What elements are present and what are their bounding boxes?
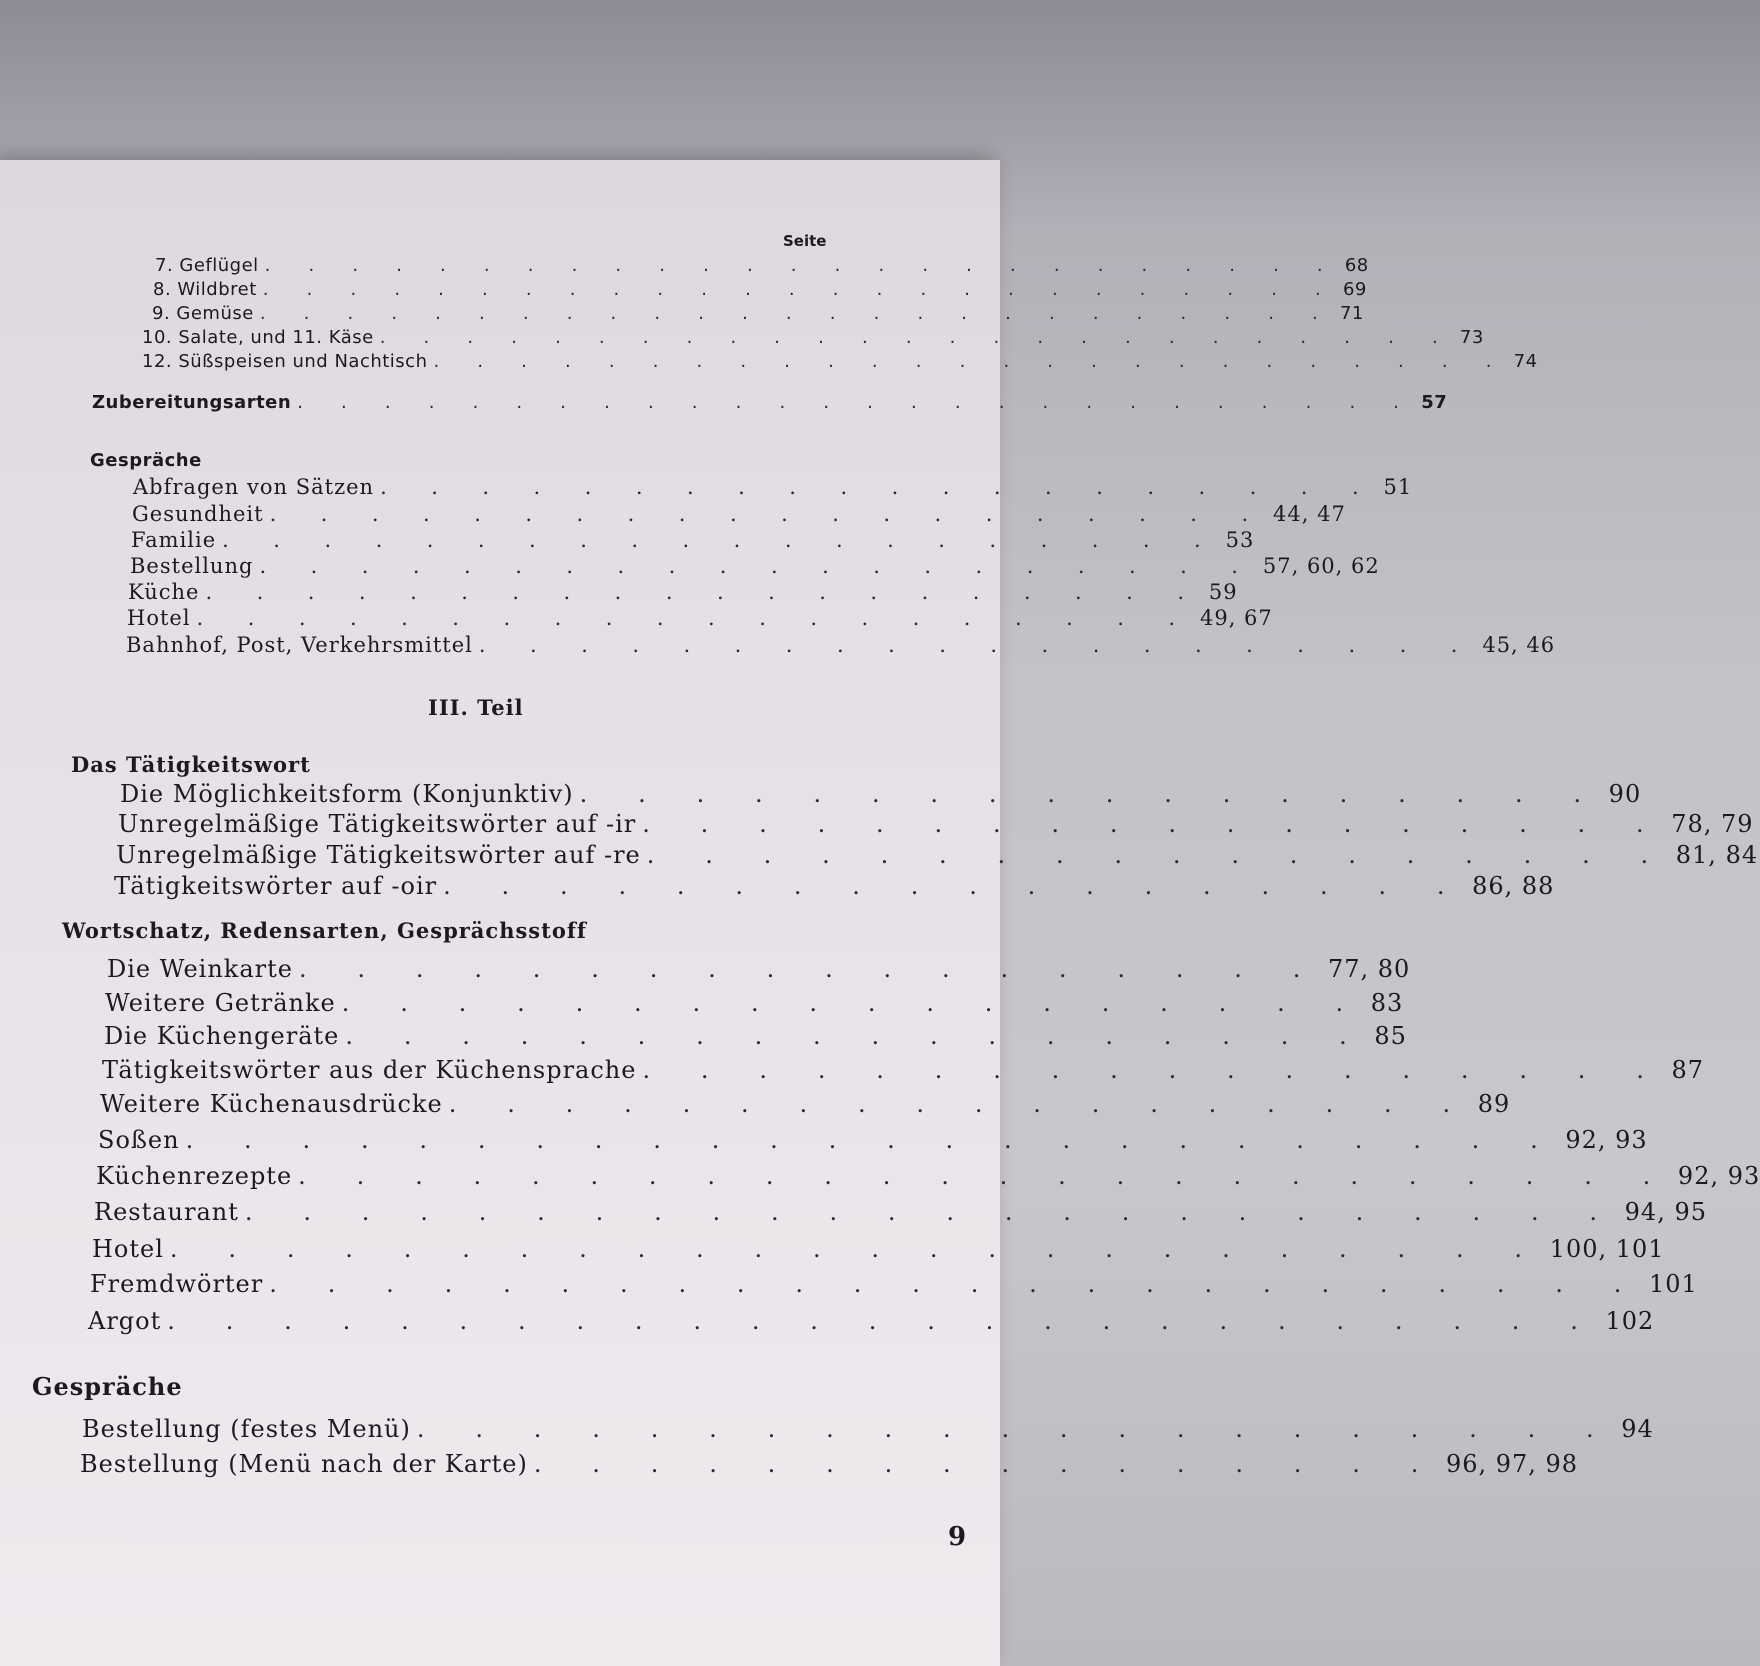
toc-entry-pages: 90 — [1608, 780, 1642, 808]
toc-entry-pages: 68 — [1344, 255, 1369, 276]
toc-entry — [98, 1126, 1648, 1154]
leader-dots: . . . . . . . . . . . . . . . . . . . . . . . . . — [262, 279, 1337, 300]
leader-dots: . . . . . . . . . . . . . . . . . . — [448, 1090, 1472, 1118]
toc-entry-pages: 59 — [1208, 580, 1238, 604]
toc-entry-pages: 101 — [1649, 1270, 1698, 1298]
leader-dots: . . . . . . . . . . . . . . . . — [533, 1450, 1440, 1478]
toc-entry-label: Tätigkeitswörter aus der Küchensprache — [102, 1056, 637, 1084]
toc-entry-label: Bestellung (Menü nach der Karte) — [80, 1450, 528, 1478]
leader-dots: . . . . . . . . . . . . . . . . . . — [579, 780, 1603, 808]
toc-entry-label: Küche — [128, 580, 200, 604]
leader-dots: . . . . . . . . . . . . . . . . . . . . . . . . . — [167, 1307, 1600, 1335]
leader-dots: . . . . . . . . . . . . . . . . . . — [443, 872, 1467, 900]
toc-entry — [155, 255, 1369, 276]
toc-entry — [107, 955, 1411, 983]
leader-dots: . . . . . . . . . . . . . . . . . . . . — [196, 606, 1194, 630]
toc-entry-label: Restaurant — [94, 1198, 239, 1226]
toc-entry — [130, 554, 1380, 578]
toc-entry-zubereitungsarten — [92, 392, 1448, 413]
toc-entry — [88, 1307, 1655, 1335]
toc-entry-pages: 94 — [1621, 1415, 1654, 1443]
section-heading-gespraeche: Gespräche — [32, 1372, 183, 1401]
toc-entry-pages: 96, 97, 98 — [1445, 1450, 1579, 1478]
toc-entry-label: 9. Gemüse — [152, 303, 254, 324]
toc-entry-label: Unregelmäßige Tätigkeitswörter auf -ir — [118, 810, 637, 838]
toc-entry — [116, 841, 1759, 869]
toc-entry-label: 10. Salate, und 11. Käse — [142, 327, 374, 348]
leader-dots: . . . . . . . . . . . . . . . . . . . . . . . . . . — [297, 392, 1416, 413]
leader-dots: . . . . . . . . . . . . . . . . . . . . — [269, 502, 1268, 526]
toc-entry-pages: 78, 79 — [1671, 810, 1754, 838]
leader-dots: . . . . . . . . . . . . . . . . . . . . — [222, 528, 1220, 552]
leader-dots: . . . . . . . . . . . . . . . . . . — [341, 989, 1365, 1017]
toc-entry-label: Soßen — [98, 1126, 180, 1154]
toc-entry-pages: 53 — [1225, 528, 1255, 552]
section-heading-wortschatz: Wortschatz, Redensarten, Gesprächsstoff — [62, 918, 587, 943]
toc-entry-label: Weitere Küchenausdrücke — [100, 1090, 443, 1118]
leader-dots: . . . . . . . . . . . . . . . . . . — [642, 810, 1666, 838]
leader-dots: . . . . . . . . . . . . . . . . . . . . . . . . . — [433, 351, 1508, 372]
part-title: III. Teil — [428, 695, 524, 720]
toc-entry — [152, 303, 1364, 324]
toc-entry-label: Abfragen von Sätzen — [133, 475, 375, 499]
toc-entry — [90, 1270, 1698, 1298]
leader-dots: . . . . . . . . . . . . . . . . . . . . . . . . . — [264, 255, 1339, 276]
toc-entry-label: Bestellung (festes Menü) — [82, 1415, 411, 1443]
page-number: 9 — [948, 1522, 967, 1552]
toc-entry-label: Bahnhof, Post, Verkehrsmittel — [126, 633, 473, 657]
toc-entry-label: Hotel — [92, 1235, 164, 1263]
toc-entry — [131, 528, 1255, 552]
toc-entry — [105, 989, 1404, 1017]
toc-entry-pages: 83 — [1370, 989, 1404, 1017]
section-heading-gespraeche: Gespräche — [90, 450, 202, 471]
leader-dots: . . . . . . . . . . . . . . . . . . . . — [380, 475, 1378, 499]
toc-entry-pages: 57, 60, 62 — [1262, 554, 1380, 578]
toc-entry-label: Argot — [88, 1307, 162, 1335]
toc-entry — [133, 475, 1413, 499]
toc-entry-pages: 81, 84 — [1675, 841, 1759, 869]
toc-entry-label: 12. Süßspeisen und Nachtisch — [142, 351, 428, 372]
toc-entry — [82, 1415, 1654, 1443]
leader-dots: . . . . . . . . . . . . . . . . . . — [646, 841, 1670, 869]
leader-dots: . . . . . . . . . . . . . . . . . . — [642, 1056, 1666, 1084]
toc-entry-pages: 69 — [1342, 279, 1367, 300]
leader-dots: . . . . . . . . . . . . . . . . . . — [345, 1022, 1369, 1050]
toc-entry-pages: 92, 93 — [1565, 1126, 1648, 1154]
section-heading-taetigkeitswort: Das Tätigkeitswort — [71, 752, 311, 777]
toc-entry-label: Tätigkeitswörter auf -oir — [114, 872, 438, 900]
toc-entry — [80, 1450, 1579, 1478]
toc-entry-pages: 51 — [1383, 475, 1413, 499]
leader-dots: . . . . . . . . . . . . . . . . . . . . . . . . — [169, 1235, 1544, 1263]
toc-entry — [132, 502, 1346, 526]
toc-entry-pages: 102 — [1605, 1307, 1655, 1335]
leader-dots: . . . . . . . . . . . . . . . . . . . . . . . . . — [259, 303, 1334, 324]
leader-dots: . . . . . . . . . . . . . . . . . . . . . . . . — [185, 1126, 1560, 1154]
leader-dots: . . . . . . . . . . . . . . . . . . . . . — [416, 1415, 1616, 1443]
toc-entry — [102, 1056, 1705, 1084]
leader-dots: . . . . . . . . . . . . . . . . . . . . — [205, 580, 1203, 604]
toc-entry — [100, 1090, 1511, 1118]
toc-entry-label: Unregelmäßige Tätigkeitswörter auf -re — [116, 841, 641, 869]
toc-entry — [126, 633, 1556, 657]
toc-entry-pages: 44, 47 — [1273, 502, 1346, 526]
toc-entry — [92, 1235, 1665, 1263]
toc-entry — [128, 580, 1238, 604]
toc-entry-pages: 87 — [1671, 1056, 1705, 1084]
seite-label: Seite — [783, 232, 827, 250]
toc-entry-pages: 45, 46 — [1482, 633, 1556, 657]
leader-dots: . . . . . . . . . . . . . . . . . . . . . . . . — [244, 1198, 1619, 1226]
toc-entry-pages: 85 — [1374, 1022, 1407, 1050]
leader-dots: . . . . . . . . . . . . . . . . . . — [298, 955, 1322, 983]
toc-entry — [104, 1022, 1407, 1050]
toc-entry-pages: 89 — [1477, 1090, 1511, 1118]
toc-entry-pages: 94, 95 — [1624, 1198, 1707, 1226]
toc-entry-label: Küchenrezepte — [96, 1162, 293, 1190]
leader-dots: . . . . . . . . . . . . . . . . . . . . — [259, 554, 1257, 578]
toc-entry-label: Weitere Getränke — [105, 989, 336, 1017]
toc-entry — [96, 1162, 1760, 1190]
toc-entry-label: Gesundheit — [132, 502, 264, 526]
toc-entry-pages: 57 — [1421, 392, 1448, 413]
toc-entry-pages: 92, 93 — [1677, 1162, 1760, 1190]
leader-dots: . . . . . . . . . . . . . . . . . . . . — [478, 633, 1477, 657]
toc-entry-pages: 77, 80 — [1327, 955, 1411, 983]
toc-entry-label: Die Weinkarte — [107, 955, 293, 983]
leader-dots: . . . . . . . . . . . . . . . . . . . . . . . . . — [379, 327, 1454, 348]
toc-entry — [142, 351, 1538, 372]
toc-entry-label: Familie — [131, 528, 217, 552]
toc-entry-label: Bestellung — [130, 554, 254, 578]
toc-entry-label: Hotel — [127, 606, 191, 630]
toc-entry — [153, 279, 1367, 300]
toc-entry — [114, 872, 1555, 900]
toc-entry-pages: 73 — [1459, 327, 1484, 348]
toc-entry-pages: 100, 101 — [1549, 1235, 1665, 1263]
leader-dots: . . . . . . . . . . . . . . . . . . . . . . . . — [298, 1162, 1672, 1190]
toc-entry-pages: 49, 67 — [1199, 606, 1273, 630]
toc-entry-label: 8. Wildbret — [153, 279, 257, 300]
toc-entry — [127, 606, 1273, 630]
toc-entry-label: Zubereitungsarten — [92, 392, 292, 413]
toc-entry-pages: 71 — [1339, 303, 1364, 324]
toc-entry-pages: 74 — [1513, 351, 1538, 372]
toc-entry-label: Fremdwörter — [90, 1270, 264, 1298]
toc-entry — [120, 780, 1642, 808]
toc-entry-label: Die Küchengeräte — [104, 1022, 340, 1050]
toc-entry-label: Die Möglichkeitsform (Konjunktiv) — [120, 780, 574, 808]
toc-entry — [118, 810, 1754, 838]
toc-entry-pages: 86, 88 — [1472, 872, 1555, 900]
toc-entry — [94, 1198, 1707, 1226]
toc-entry — [142, 327, 1484, 348]
leader-dots: . . . . . . . . . . . . . . . . . . . . . . . . — [269, 1270, 1643, 1298]
toc-entry-label: 7. Geflügel — [155, 255, 259, 276]
